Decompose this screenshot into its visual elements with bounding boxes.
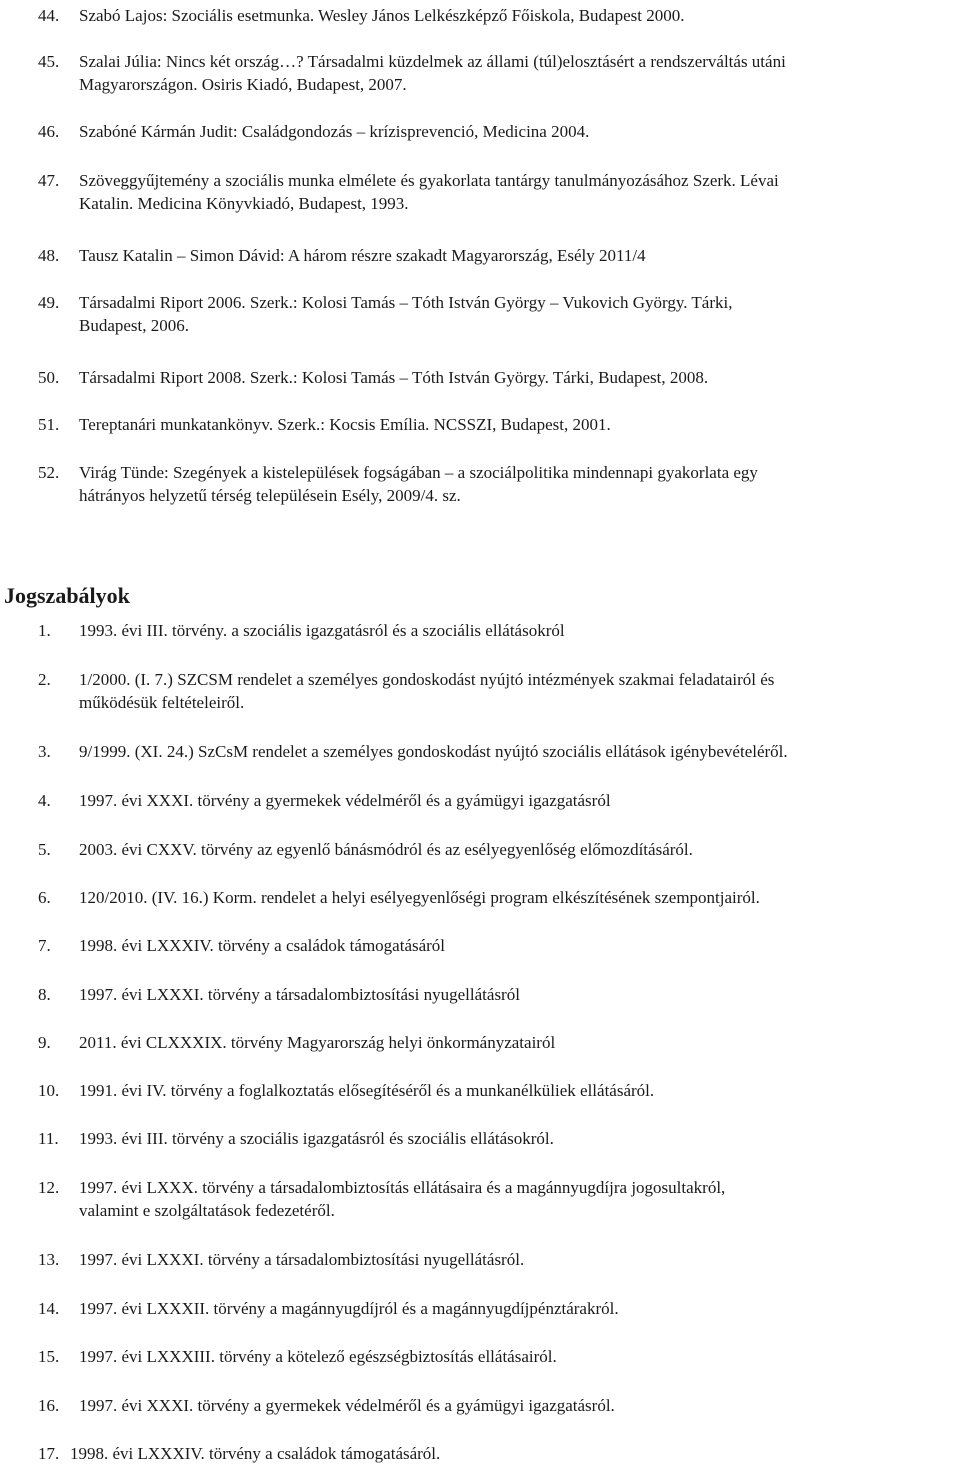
law-number: 11. bbox=[38, 1129, 59, 1148]
law-text-line: 2011. évi CLXXXIX. törvény Magyarország helyi önkormányzatairól bbox=[79, 1033, 556, 1052]
section-heading: Jogszabályok bbox=[4, 583, 130, 609]
reference-text bbox=[79, 413, 611, 436]
law-number: 16. bbox=[38, 1396, 60, 1415]
reference-text-line: Magyarországon. Osiris Kiadó, Budapest, 2007. bbox=[79, 75, 407, 94]
law-text bbox=[79, 838, 693, 861]
reference-text bbox=[79, 50, 786, 96]
law-number: 17. bbox=[38, 1444, 60, 1463]
law-number: 10. bbox=[38, 1081, 60, 1100]
law-text-line: 1993. évi III. törvény. a szociális igazgatásról és a szociális ellátásokról bbox=[79, 621, 565, 640]
law-text bbox=[79, 1127, 554, 1150]
law-text bbox=[79, 983, 520, 1006]
reference-text-line: Társadalmi Riport 2008. Szerk.: Kolosi Tamás – Tóth István György. Tárki, Budapest, 2008. bbox=[79, 368, 709, 387]
law-text bbox=[79, 740, 788, 763]
reference-text-line: hátrányos helyzetű térség településein Esély, 2009/4. sz. bbox=[79, 486, 461, 505]
law-text-line: 1998. évi LXXXIV. törvény a családok támogatásáról bbox=[79, 936, 446, 955]
law-number: 14. bbox=[38, 1299, 60, 1318]
reference-text-line: Katalin. Medicina Könyvkiadó, Budapest, 1993. bbox=[79, 194, 409, 213]
law-text bbox=[79, 934, 445, 957]
reference-text-line: Szabó Lajos: Szociális esetmunka. Wesley János Lelkészképző Főiskola, Budapest 2000. bbox=[79, 6, 685, 25]
law-text-line: valamint e szolgáltatások fedezetéről. bbox=[79, 1201, 335, 1220]
reference-number: 47. bbox=[38, 171, 60, 190]
law-number: 3. bbox=[38, 742, 51, 761]
law-text-line: működésük feltételeiről. bbox=[79, 693, 245, 712]
reference-text-line: Tausz Katalin – Simon Dávid: A három részre szakadt Magyarország, Esély 2011/4 bbox=[79, 246, 646, 265]
law-text bbox=[79, 1079, 654, 1102]
reference-text-line: Szöveggyűjtemény a szociális munka elmélete és gyakorlata tantárgy tanulmányozásához Szerk. Lévai bbox=[79, 171, 779, 190]
reference-number: 45. bbox=[38, 52, 60, 71]
law-text-line: 1997. évi LXXXI. törvény a társadalombiztosítási nyugellátásról. bbox=[79, 1250, 525, 1269]
law-number: 15. bbox=[38, 1347, 60, 1366]
law-text bbox=[79, 1031, 555, 1054]
reference-text-line: Virág Tünde: Szegények a kistelepülések fogságában – a szociálpolitika mindennapi gyakorlata egy bbox=[79, 463, 758, 482]
law-text-line: 9/1999. (XI. 24.) SzCsM rendelet a személyes gondoskodást nyújtó szociális ellátások igénybevételéről. bbox=[79, 742, 788, 761]
law-text-line: 1997. évi LXXXIII. törvény a kötelező egészségbiztosítás ellátásairól. bbox=[79, 1347, 557, 1366]
reference-number: 46. bbox=[38, 122, 60, 141]
law-text bbox=[79, 1345, 557, 1368]
reference-text bbox=[79, 244, 646, 267]
law-number: 9. bbox=[38, 1033, 51, 1052]
law-text bbox=[79, 789, 611, 812]
reference-number: 49. bbox=[38, 293, 60, 312]
law-text-line: 1997. évi XXXI. törvény a gyermekek védelméről és a gyámügyi igazgatásról bbox=[79, 791, 611, 810]
law-text-line: 1997. évi LXXXI. törvény a társadalombiztosítási nyugellátásról bbox=[79, 985, 520, 1004]
reference-text bbox=[79, 291, 732, 337]
law-text-line: 1993. évi III. törvény a szociális igazgatásról és szociális ellátásokról. bbox=[79, 1129, 554, 1148]
law-text-line: 1991. évi IV. törvény a foglalkoztatás elősegítéséről és a munkanélküliek ellátásáról. bbox=[79, 1081, 655, 1100]
reference-text bbox=[79, 4, 684, 27]
law-number: 1. bbox=[38, 621, 51, 640]
law-text-line: 1997. évi LXXX. törvény a társadalombiztosítás ellátásaira és a magánnyugdíjra jogosultakról, bbox=[79, 1178, 726, 1197]
law-text-line: 2003. évi CXXV. törvény az egyenlő bánásmódról és az esélyegyenlőség előmozdításáról. bbox=[79, 840, 693, 859]
reference-text bbox=[79, 366, 708, 389]
reference-number: 51. bbox=[38, 415, 60, 434]
reference-text-line: Szalai Júlia: Nincs két ország…? Társadalmi küzdelmek az állami (túl)elosztásért a rendszerváltás utáni bbox=[79, 52, 786, 71]
law-number: 4. bbox=[38, 791, 51, 810]
law-text-line: 1997. évi XXXI. törvény a gyermekek védelméről és a gyámügyi igazgatásról. bbox=[79, 1396, 615, 1415]
reference-number: 48. bbox=[38, 246, 60, 265]
reference-number: 50. bbox=[38, 368, 60, 387]
law-text bbox=[79, 1297, 619, 1320]
reference-text-line: Szabóné Kármán Judit: Családgondozás – krízisprevenció, Medicina 2004. bbox=[79, 122, 590, 141]
law-text-line: 1998. évi LXXXIV. törvény a családok támogatásáról. bbox=[70, 1444, 441, 1463]
reference-text bbox=[79, 120, 589, 143]
reference-number: 52. bbox=[38, 463, 60, 482]
reference-number: 44. bbox=[38, 6, 60, 25]
law-number: 2. bbox=[38, 670, 51, 689]
law-text bbox=[79, 886, 760, 909]
law-number: 5. bbox=[38, 840, 51, 859]
reference-text-line: Budapest, 2006. bbox=[79, 316, 190, 335]
law-text bbox=[79, 1176, 725, 1222]
reference-text-line: Tereptanári munkatankönyv. Szerk.: Kocsis Emília. NCSSZI, Budapest, 2001. bbox=[79, 415, 611, 434]
law-text bbox=[70, 1442, 440, 1465]
law-number: 6. bbox=[38, 888, 51, 907]
law-number: 8. bbox=[38, 985, 51, 1004]
law-number: 13. bbox=[38, 1250, 60, 1269]
reference-text bbox=[79, 461, 758, 507]
law-number: 12. bbox=[38, 1178, 60, 1197]
law-text bbox=[79, 619, 565, 642]
law-text-line: 1/2000. (I. 7.) SZCSM rendelet a személyes gondoskodást nyújtó intézmények szakmai feladatairól és bbox=[79, 670, 775, 689]
reference-text bbox=[79, 169, 779, 215]
law-text bbox=[79, 1394, 615, 1417]
law-text bbox=[79, 1248, 524, 1271]
law-text bbox=[79, 668, 774, 714]
reference-text-line: Társadalmi Riport 2006. Szerk.: Kolosi Tamás – Tóth István György – Vukovich György. Tárki, bbox=[79, 293, 733, 312]
law-number: 7. bbox=[38, 936, 51, 955]
law-text-line: 1997. évi LXXXII. törvény a magánnyugdíjról és a magánnyugdíjpénztárakról. bbox=[79, 1299, 619, 1318]
law-text-line: 120/2010. (IV. 16.) Korm. rendelet a helyi esélyegyenlőségi program elkészítésének szempontjairól. bbox=[79, 888, 760, 907]
